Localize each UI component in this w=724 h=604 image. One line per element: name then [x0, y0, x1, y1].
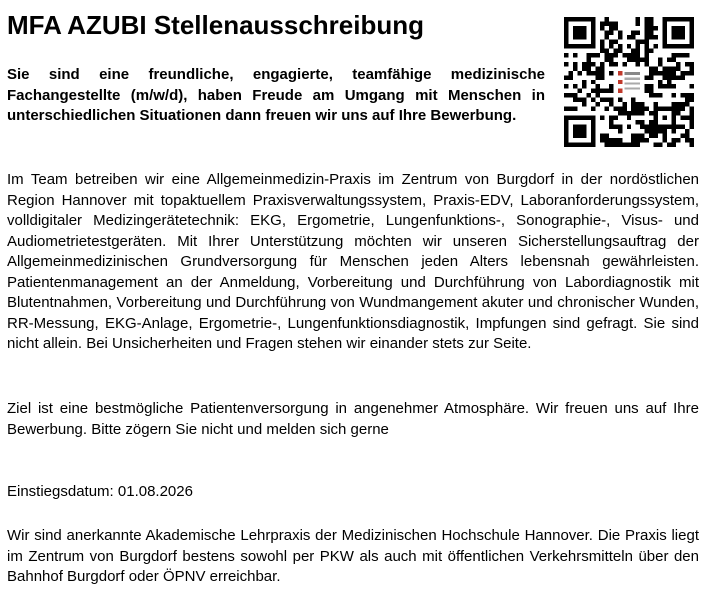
practice-info-paragraph: Wir sind anerkannte Akademische Lehrpraxis der Medizinischen Hochschule Hannover. Die Praxis liegt im Zentrum von Burgdorf bestens sowohl per PKW als auch mit öffentlichen Verkehrsmitteln über den Bahnhof Burgdorf oder ÖPNV erreichbar.: [7, 527, 699, 585]
page-title: MFA AZUBI Stellenausschreibung: [7, 10, 425, 40]
start-date: Einstiegsdatum: 01.08.2026: [7, 483, 193, 500]
description-paragraph: Im Team betreiben wir eine Allgemeinmedizin-Praxis im Zentrum von Burgdorf in der nordöstlichen Region Hannover mit topaktuellem Praxisverwaltungssystem, Praxis-EDV, Laboranforderungssystem, volldigitaler Medizingerätetechnik: EKG, Ergometrie, Lungenfunktions-, Sonographie-, Visus- und Audiometrietestgeräten. Mit Ihrer Unterstützung möchten wir unseren Sicherstellungsauftrag der Allgemeinmedizinischen Grundversorgung für Menschen jeden Alters lebensnah gewährleisten. Patientenmanagement an der Anmeldung, Vorbereitung und Durchführung von Labordiagnostik mit Blutentnahmen, Vorbereitung und Durchführung von Wundmangement akuter und chronischer Wunden, RR-Messung, EKG-Anlage, Ergometrie-, Lungenfunktionsdiagnostik, Impfungen sind gefragt. Sie sind nicht allein. Bei Unsicherheiten und Fragen stehen wir einander stets zur Seite.: [7, 171, 699, 352]
closing-paragraph: Ziel ist eine bestmögliche Patientenversorgung in angenehmer Atmosphäre. Wir freuen uns auf Ihre Bewerbung. Bitte zögern Sie nicht und melden sich gerne: [7, 400, 699, 438]
qr-code-icon[interactable]: [564, 17, 694, 147]
intro-paragraph: Sie sind eine freundliche, engagierte, teamfähige medizinische Fachangestellte (m/w/d), haben Freude am Umgang mit Menschen in unterschiedlichen Situationen dann freuen wir uns auf Ihre Bewerbung.: [7, 66, 545, 124]
